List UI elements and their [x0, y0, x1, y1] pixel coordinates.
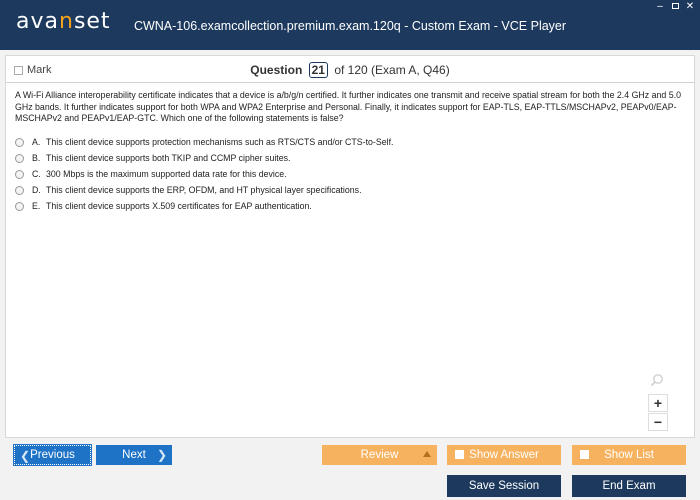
question-number-input[interactable]: 21	[309, 62, 328, 78]
option-letter: C.	[32, 169, 41, 179]
answer-option-d[interactable]	[15, 182, 687, 198]
previous-button[interactable]	[14, 445, 91, 465]
show-list-button[interactable]	[572, 445, 686, 465]
radio-icon[interactable]	[15, 170, 24, 179]
radio-icon[interactable]	[15, 138, 24, 147]
option-letter: E.	[32, 201, 41, 211]
question-label: Question	[250, 63, 303, 77]
next-button[interactable]	[96, 445, 172, 465]
window-title: CWNA-106.examcollection.premium.exam.120q - Custom Exam - VCE Player	[133, 19, 567, 33]
mark-label: Mark	[27, 64, 52, 76]
answer-options	[15, 134, 687, 214]
save-session-button[interactable]: Save Session	[447, 475, 561, 497]
zoom-in-button[interactable]: +	[648, 394, 668, 412]
caret-up-icon	[423, 451, 431, 457]
show-list-label: Show List	[604, 449, 654, 461]
next-label: Next	[122, 449, 146, 461]
answer-option-a[interactable]	[15, 134, 687, 150]
option-text: This client device supports X.509 certificates for EAP authentication.	[46, 201, 312, 211]
option-letter: B.	[32, 153, 41, 163]
option-letter: D.	[32, 185, 41, 195]
radio-icon[interactable]	[15, 202, 24, 211]
chevron-left-icon: ❮	[20, 449, 31, 463]
radio-icon[interactable]	[15, 186, 24, 195]
option-letter: A.	[32, 137, 41, 147]
previous-label: Previous	[30, 449, 75, 461]
answer-option-c[interactable]	[15, 166, 687, 182]
question-header	[6, 56, 694, 83]
option-text: This client device supports both TKIP and CCMP cipher suites.	[46, 153, 291, 163]
checkbox-icon	[455, 450, 464, 459]
option-text: This client device supports protection mechanisms such as RTS/CTS and/or CTS-to-Self.	[46, 137, 394, 147]
review-button[interactable]	[322, 445, 437, 465]
app-logo: avanset	[16, 9, 111, 34]
question-counter	[6, 62, 694, 78]
window-controls	[654, 1, 696, 12]
option-text: 300 Mbps is the maximum supported data rate for this device.	[46, 169, 287, 179]
end-exam-button[interactable]: End Exam	[572, 475, 686, 497]
option-text: This client device supports the ERP, OFDM, and HT physical layer specifications.	[46, 185, 362, 195]
title-bar	[0, 0, 700, 50]
maximize-icon[interactable]	[669, 1, 681, 12]
checkbox-icon	[580, 450, 589, 459]
show-answer-label: Show Answer	[469, 449, 539, 461]
magnifier-icon	[650, 373, 664, 387]
review-label: Review	[360, 449, 399, 461]
answer-option-b[interactable]	[15, 150, 687, 166]
chevron-right-icon: ❯	[156, 448, 167, 462]
session-bar	[0, 470, 700, 500]
close-icon[interactable]: ✕	[685, 1, 695, 12]
show-answer-button[interactable]	[447, 445, 561, 465]
answer-option-e[interactable]	[15, 198, 687, 214]
zoom-out-button[interactable]: −	[648, 413, 668, 431]
question-text: A Wi-Fi Alliance interoperability certificate indicates that a device is a/b/g/n certified. It further indicates one transmit and receive spatial stream for both the 2.4 GHz and 5.0 GHz bands. It further indicates support for both WPA and WPA2 Enterprise and Personal. Finally, it indicates support for EAP-TLS, EAP-TTLS/MSCHAPv2, PEAPv0/EAP-MSCHAPv2 and PEAPv1/EAP-GTC. Which one of the following statements is false?	[15, 90, 681, 123]
minimize-icon[interactable]: –	[657, 1, 663, 12]
radio-icon[interactable]	[15, 154, 24, 163]
question-panel	[5, 55, 695, 438]
question-total: of 120 (Exam A, Q46)	[334, 63, 450, 77]
navigation-bar	[0, 440, 700, 470]
